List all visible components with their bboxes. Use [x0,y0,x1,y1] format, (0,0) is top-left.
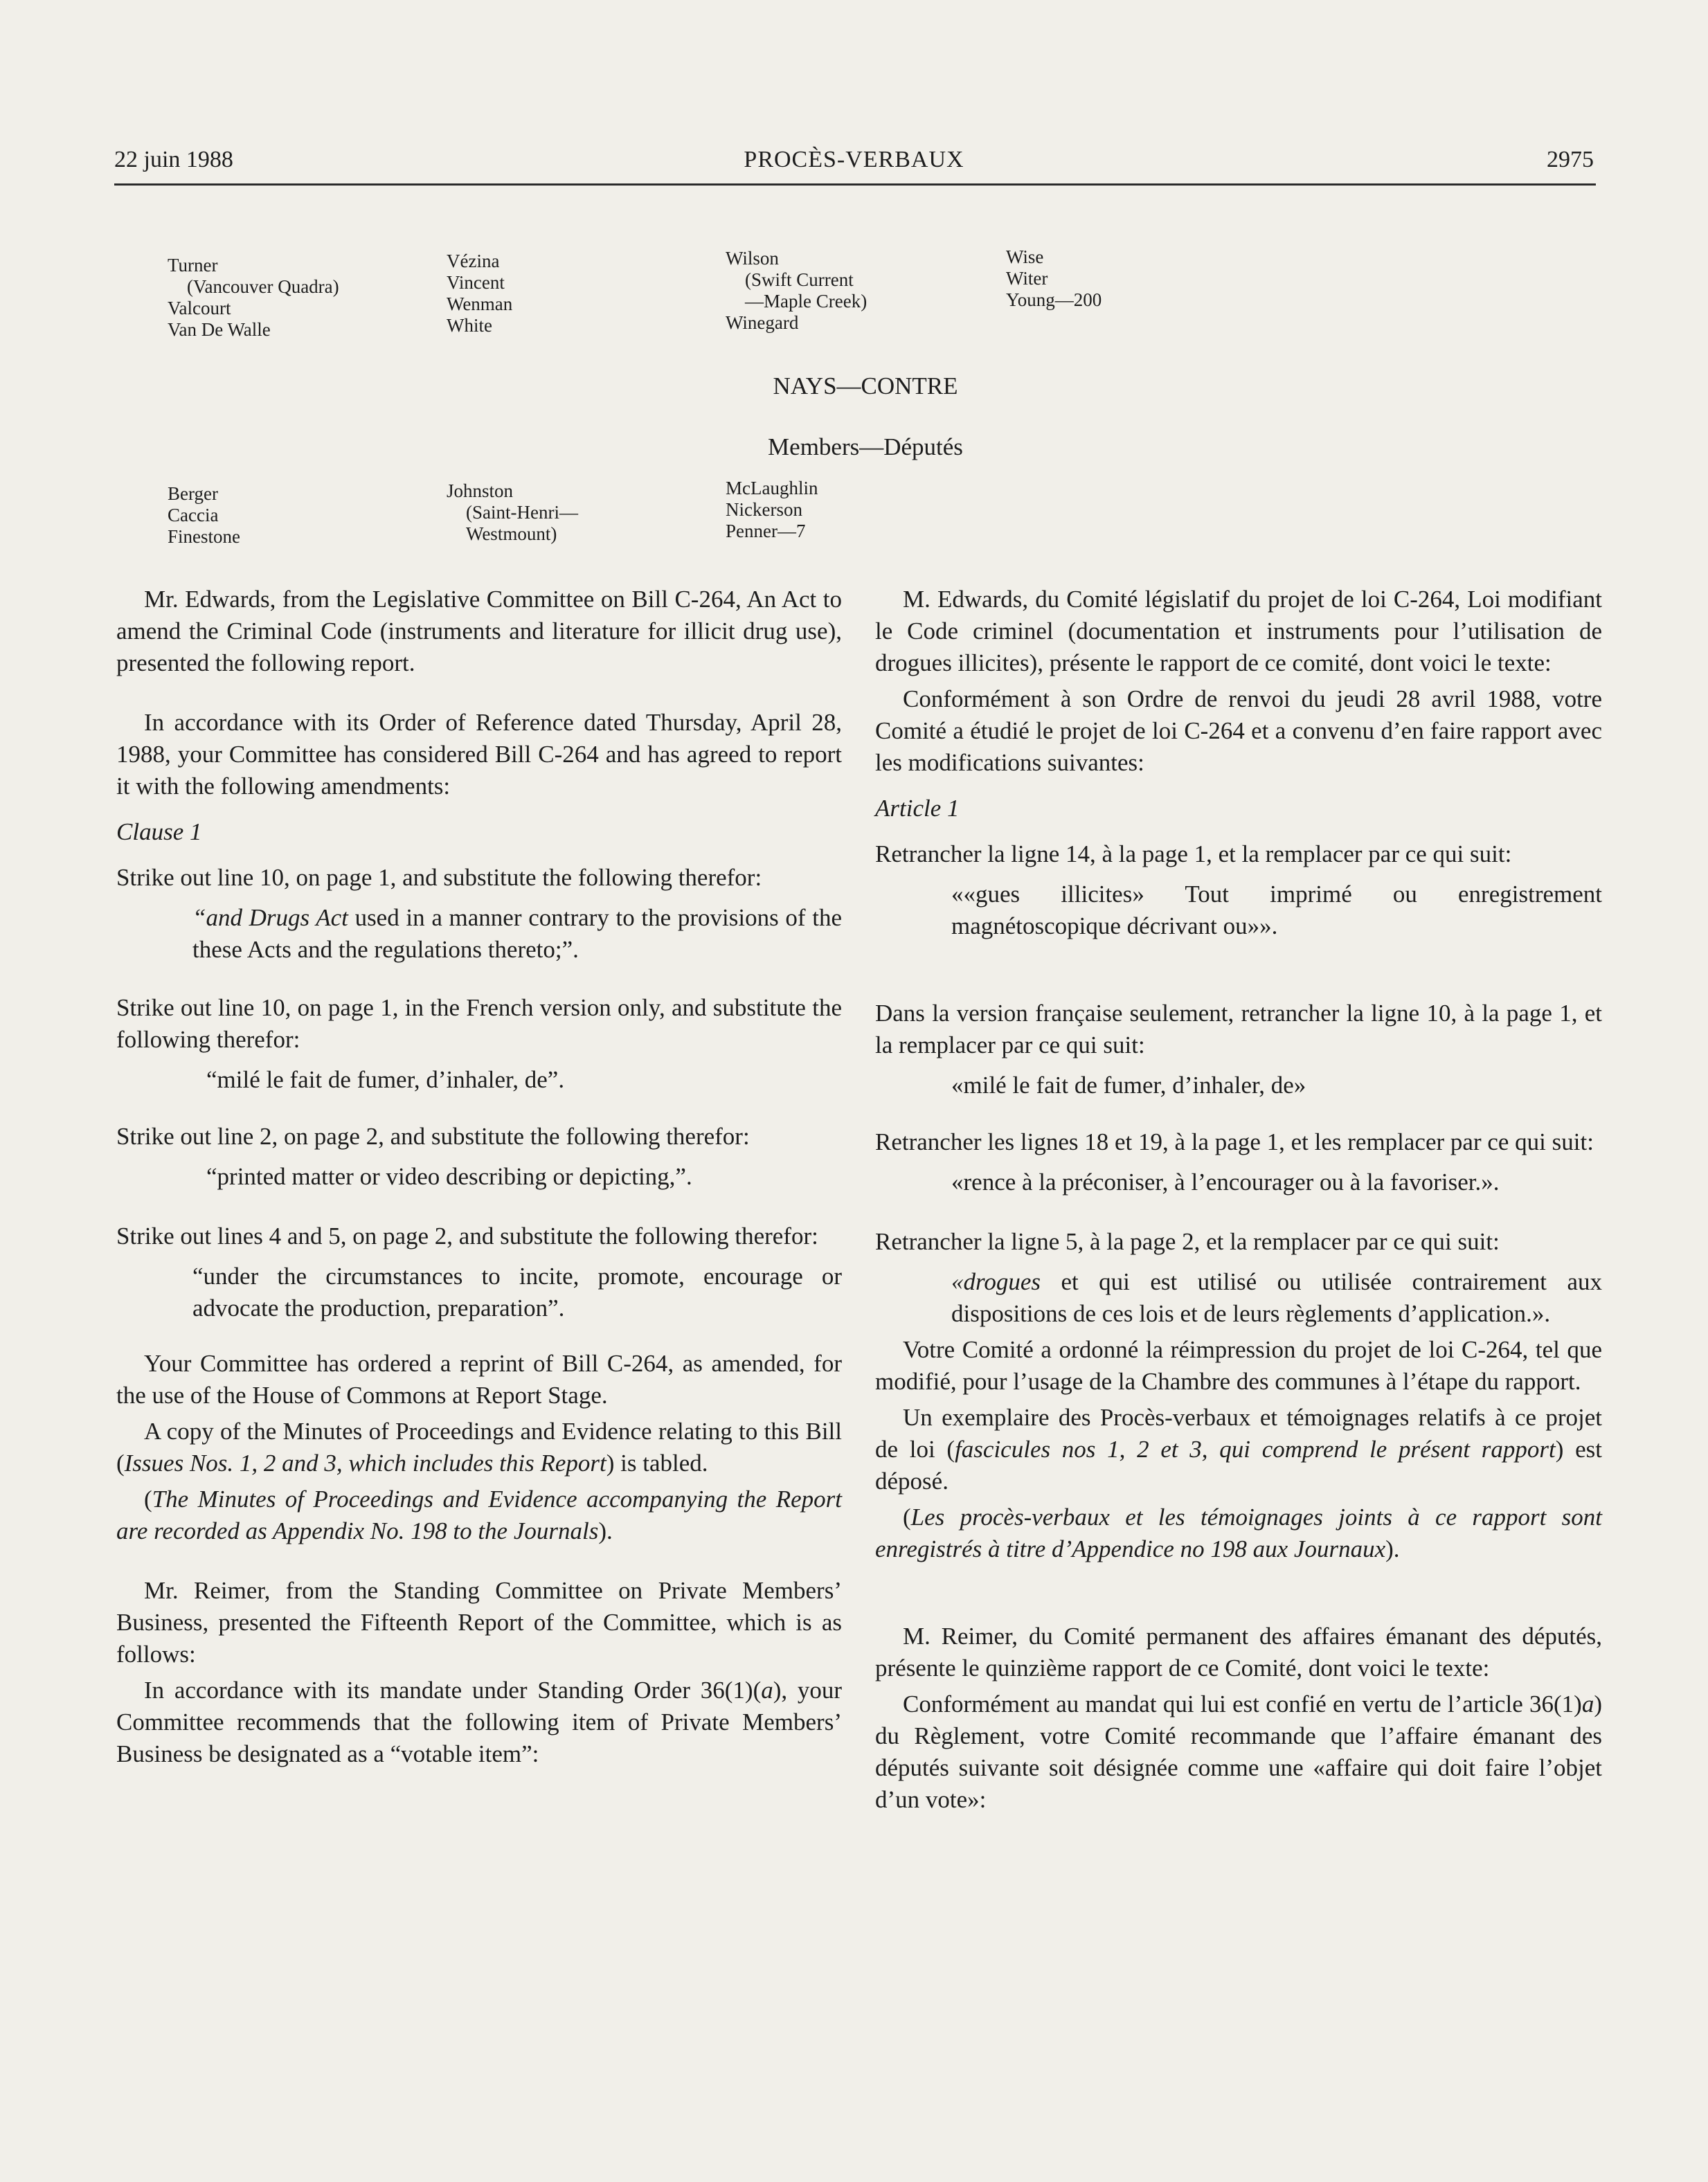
amendment-3: Strike out line 2, on page 2, and substitute the following therefor: [116,1123,750,1150]
member-name: —Maple Creek) [745,291,868,312]
member-name: Johnston [447,480,514,501]
header-rule [114,183,1596,186]
edwards-report-intro: Mr. Edwards, from the Legislative Committee on Bill C-264, An Act to amend the Criminal Code (instruments and literature for illicit drug use), presented the following report. [116,586,842,676]
member-name: White [447,315,492,336]
edwards-report-intro-fr: M. Edwards, du Comité législatif du projet de loi C-264, Loi modifiant le Code criminel (documentation et instruments pour l’utilisation de drogues illicites), présente le rapport de ce comité, dont voici le texte: [875,586,1602,676]
member-name: Witer [1006,268,1048,289]
french-column [875,584,1602,1816]
member-name: (Swift Current [745,269,854,290]
member-name: Berger [168,483,218,504]
amendement-3-texte: «rence à la préconiser, à l’encourager ou à la favoriser.». [951,1169,1500,1196]
member-name: Young—200 [1006,289,1102,310]
yeas-names-col-2 [447,251,512,336]
reimpression: Votre Comité a ordonné la réimpression du projet de loi C-264, tel que modifié, pour l’usage de la Chambre des communes à l’étape du rapport. [875,1336,1602,1395]
page-number: 2975 [1547,147,1594,172]
member-name: Vézina [447,251,500,271]
yeas-names-col-1 [168,255,339,341]
english-column [116,584,842,1770]
order-of-reference-fr: Conformément à son Ordre de renvoi du jeudi 28 avril 1988, votre Comité a étudié le projet de loi C-264 et a convenu d’en faire rapport avec les modifications suivantes: [875,685,1602,776]
member-name: Wise [1006,246,1044,267]
note-appendice: (Les procès-verbaux et les témoignages joints à ce rapport sont enregistrés à titre d’Appendice no 198 aux Journaux). [875,1504,1602,1562]
clause-heading: Clause 1 [116,818,202,845]
exemplaire-depose: Un exemplaire des Procès-verbaux et témoignages relatifs à ce projet de loi (fascicules nos 1, 2 et 3, qui comprend le présent rapport) est déposé. [875,1404,1603,1495]
member-name: Vincent [447,272,505,293]
yeas-names-col-4 [1006,246,1102,311]
amendment-1-text: “and Drugs Act used in a manner contrary to the provisions of the these Acts and the regulations thereto;”. [192,904,842,963]
article-heading: Article 1 [875,795,960,822]
amendement-1-texte: ««gues illicites» Tout imprimé ou enregistrement magnétoscopique décrivant ou»». [951,881,1602,939]
member-name: McLaughlin [726,478,818,498]
nays-names-col-1 [168,483,240,548]
member-name: Winegard [726,312,799,333]
member-name: Caccia [168,505,219,525]
member-name: Valcourt [168,298,231,318]
member-name: Wilson [726,248,779,269]
amendment-4: Strike out lines 4 and 5, on page 2, and substitute the following therefor: [116,1223,818,1250]
minutes-tabled: A copy of the Minutes of Proceedings and Evidence relating to this Bill (Issues Nos. 1, 2 and 3, which includes this Report) is tabled. [116,1418,842,1477]
order-of-reference: In accordance with its Order of Reference dated Thursday, April 28, 1988, your Committee has considered Bill C-264 and has agreed to report it with the following amendments: [116,709,842,800]
yeas-names-col-3 [726,248,867,334]
amendment-2-text: “milé le fait de fumer, d’inhaler, de”. [206,1066,565,1093]
amendment-3-text: “printed matter or video describing or depicting,”. [206,1163,692,1190]
member-name: Nickerson [726,499,802,520]
nays-heading: NAYS—CONTRE [773,372,958,399]
amendement-4-texte: «drogues et qui est utilisé ou utilisée contrairement aux dispositions de ces lois et de leurs règlements d’application.». [951,1268,1602,1327]
votable-item-recommendation: In accordance with its mandate under Standing Order 36(1)(a), your Committee recommends that the following item of Private Members’ Business be designated as a “votable item”: [116,1677,842,1767]
member-name: (Saint-Henri— [466,502,578,523]
member-name: Finestone [168,526,240,547]
reimer-report-intro: Mr. Reimer, from the Standing Committee on Private Members’ Business, presented the Fifteenth Report of the Committee, which is as follows: [116,1577,842,1668]
appendix-note: (The Minutes of Proceedings and Evidence accompanying the Report are recorded as Appendix No. 198 to the Journals). [116,1486,842,1544]
amendement-2-texte: «milé le fait de fumer, d’inhaler, de» [951,1072,1306,1099]
nays-names-col-3 [726,478,818,542]
member-name: (Vancouver Quadra) [187,276,339,297]
member-name: Van De Walle [168,319,271,340]
amendement-2: Dans la version française seulement, retrancher la ligne 10, à la page 1, et la remplacer par ce qui suit: [875,1000,1602,1058]
amendement-1: Retrancher la ligne 14, à la page 1, et la remplacer par ce qui suit: [875,840,1512,867]
running-title: PROCÈS-VERBAUX [744,147,964,172]
amendement-4: Retrancher la ligne 5, à la page 2, et la remplacer par ce qui suit: [875,1228,1500,1255]
amendement-3: Retrancher les lignes 18 et 19, à la page 1, et les remplacer par ce qui suit: [875,1128,1594,1155]
member-name: Wenman [447,294,513,314]
reprint-order: Your Committee has ordered a reprint of Bill C-264, as amended, for the use of the House of Commons at Report Stage. [116,1350,842,1409]
nays-subheading: Members—Députés [768,433,963,460]
nays-names-col-2 [447,480,578,545]
member-name: Penner—7 [726,521,806,541]
amendment-1: Strike out line 10, on page 1, and substitute the following therefor: [116,864,762,891]
rapport-reimer: M. Reimer, du Comité permanent des affaires émanant des députés, présente le quinzième rapport de ce Comité, dont voici le texte: [875,1623,1602,1681]
member-name: Westmount) [466,523,557,544]
member-name: Turner [168,255,218,276]
recommandation-vote: Conformément au mandat qui lui est confié en vertu de l’article 36(1)a) du Règlement, votre Comité recommande que l’affaire émanant des députés suivante soit désignée comme une «affaire qui doit faire l’objet d’un vote»: [875,1690,1602,1813]
header-date: 22 juin 1988 [114,147,233,172]
amendment-4-text: “under the circumstances to incite, promote, encourage or advocate the production, preparation”. [192,1263,842,1322]
amendment-2: Strike out line 10, on page 1, in the French version only, and substitute the following therefor: [116,994,842,1053]
